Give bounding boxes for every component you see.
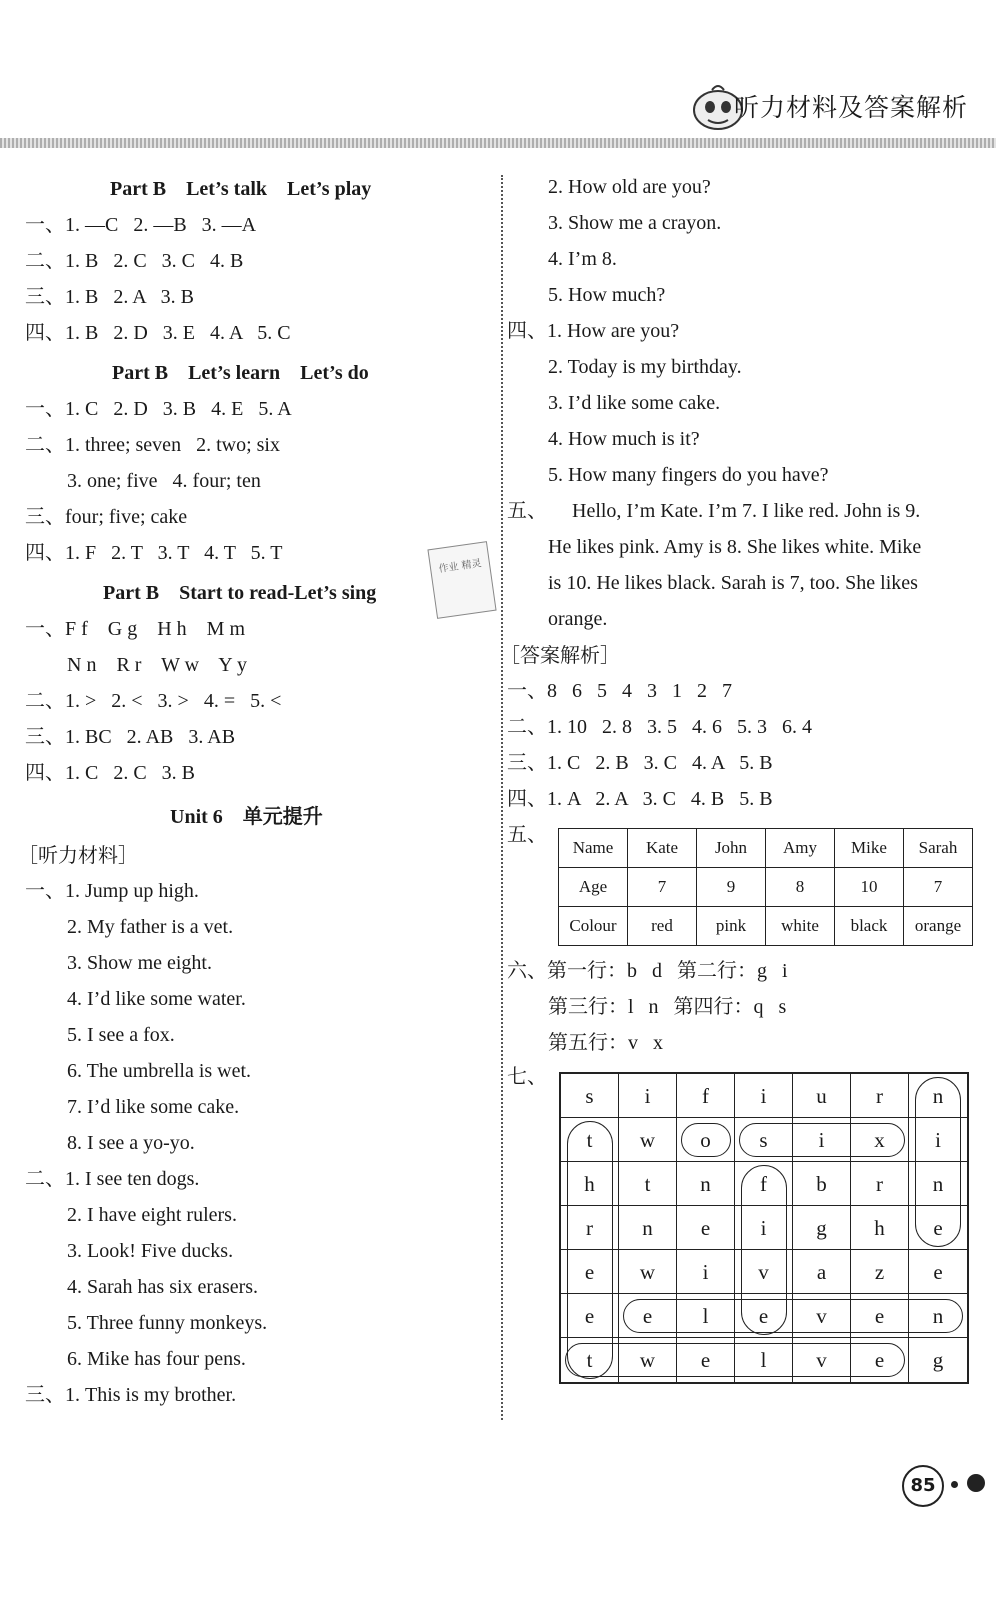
grid-letter: n: [909, 1074, 967, 1118]
table-cell: 7: [904, 868, 973, 907]
grid-letter: v: [793, 1338, 851, 1382]
right-line: 第三行：l n 第四行：q s: [548, 996, 787, 1018]
grid-letter: t: [619, 1162, 677, 1206]
grid-letter: e: [909, 1250, 967, 1294]
grid-letter: e: [909, 1206, 967, 1250]
page-number: 85: [902, 1465, 944, 1507]
left-line: ［听力材料］: [18, 843, 138, 867]
grid-letter: e: [677, 1206, 735, 1250]
left-line: 3. Show me eight.: [67, 952, 212, 974]
grid-letter: i: [735, 1074, 793, 1118]
right-line: 一、8 6 5 4 3 1 2 7: [507, 680, 732, 702]
left-line: 三、1. B 2. A 3. B: [25, 286, 194, 308]
word-ring: [567, 1121, 613, 1379]
left-line: 2. I have eight rulers.: [67, 1204, 237, 1226]
header-divider-band: [0, 138, 996, 148]
table-cell: Name: [559, 829, 628, 868]
right-line: 4. How much is it?: [548, 428, 700, 450]
grid-letter: e: [735, 1294, 793, 1338]
table-cell: 10: [835, 868, 904, 907]
right-line: 5. How much?: [548, 284, 666, 306]
grid-letter: e: [561, 1294, 619, 1338]
grid-letter: f: [677, 1074, 735, 1118]
table-cell: 9: [697, 868, 766, 907]
grid-letter: i: [909, 1118, 967, 1162]
right-line: 五、 Hello, I’m Kate. I’m 7. I like red. John is 9.: [507, 500, 921, 522]
grid-letter: v: [735, 1250, 793, 1294]
grid-letter: t: [561, 1118, 619, 1162]
left-line: 三、four; five; cake: [25, 506, 188, 528]
left-line: 2. My father is a vet.: [67, 916, 234, 938]
grid-letter: g: [932, 1348, 944, 1372]
left-line: 二、1. three; seven 2. two; six: [25, 434, 280, 456]
left-line: N n R r W w Y y: [67, 654, 247, 676]
left-line: 一、1. —C 2. —B 3. —A: [25, 214, 257, 236]
grid-letter: e: [561, 1250, 619, 1294]
grid-letter: u: [793, 1074, 851, 1118]
left-line: 5. I see a fox.: [67, 1024, 175, 1046]
grid-letter: h: [851, 1206, 909, 1250]
left-line: 三、1. This is my brother.: [25, 1384, 237, 1406]
left-line: 三、1. BC 2. AB 3. AB: [25, 726, 236, 748]
left-line: 一、1. C 2. D 3. B 4. E 5. A: [25, 398, 292, 420]
grid-letter: r: [561, 1206, 619, 1250]
grid-letter: w: [619, 1118, 677, 1162]
grid-letter: o: [677, 1118, 735, 1162]
left-line: 四、1. F 2. T 3. T 4. T 5. T: [25, 542, 283, 564]
left-line: 3. Look! Five ducks.: [67, 1240, 234, 1262]
right-line: He likes pink. Amy is 8. She likes white. Mike: [548, 536, 922, 558]
grid-letter: a: [793, 1250, 851, 1294]
grid-letter: h: [561, 1162, 619, 1206]
grid-letter: b: [793, 1162, 851, 1206]
table-cell: Amy: [766, 829, 835, 868]
grid-letter: n: [909, 1162, 967, 1206]
grid-letter: s: [735, 1118, 793, 1162]
grid-letter: g: [793, 1206, 851, 1250]
table-row: [559, 829, 973, 868]
grid-letter: e: [677, 1338, 735, 1382]
word-ring: [739, 1123, 905, 1157]
grid-letter: r: [851, 1162, 909, 1206]
table-cell: Mike: [835, 829, 904, 868]
left-line: Part B Start to read-Let’s sing: [103, 582, 377, 604]
right-line: 五、: [507, 824, 547, 846]
grid-letter: n: [909, 1294, 967, 1338]
grid-letter: i: [619, 1074, 677, 1118]
table-cell: red: [628, 907, 697, 946]
page-header: [0, 0, 996, 150]
table-cell: 8: [766, 868, 835, 907]
right-line: 六、第一行：b d 第二行：g i: [507, 960, 788, 982]
word-ring: [623, 1299, 963, 1333]
info-table: [558, 828, 973, 946]
left-line: 二、1. B 2. C 3. C 4. B: [25, 250, 244, 272]
left-line: Part B Let’s talk Let’s play: [110, 178, 372, 200]
grid-letter: i: [735, 1206, 793, 1250]
right-line: 3. I’d like some cake.: [548, 392, 721, 414]
left-line: 四、1. C 2. C 3. B: [25, 762, 196, 784]
right-line: 5. How many fingers do you have?: [548, 464, 829, 486]
right-line: 七、: [507, 1066, 547, 1088]
right-line: 4. I’m 8.: [548, 248, 617, 270]
left-line: 7. I’d like some cake.: [67, 1096, 240, 1118]
grid-letter: w: [619, 1250, 677, 1294]
table-cell: orange: [904, 907, 973, 946]
right-line: 2. Today is my birthday.: [548, 356, 742, 378]
right-line: is 10. He likes black. Sarah is 7, too. She likes: [548, 572, 918, 594]
right-line: 四、1. How are you?: [507, 320, 680, 342]
dot-small-icon: [951, 1481, 958, 1488]
grid-letter: n: [677, 1162, 735, 1206]
table-row: [559, 868, 973, 907]
left-line: Unit 6 单元提升: [170, 806, 323, 828]
word-search-grid: [559, 1072, 969, 1384]
grid-letter: v: [793, 1294, 851, 1338]
grid-letter: i: [793, 1118, 851, 1162]
word-ring: [681, 1123, 731, 1157]
grid-letter: w: [619, 1338, 677, 1382]
grid-letter: e: [619, 1294, 677, 1338]
homework-stamp-icon: [427, 541, 496, 619]
left-line: 3. one; five 4. four; ten: [67, 470, 261, 492]
left-line: 6. The umbrella is wet.: [67, 1060, 252, 1082]
column-divider: [501, 175, 503, 1420]
grid-letter: r: [851, 1074, 909, 1118]
grid-letter: x: [851, 1118, 909, 1162]
table-cell: Kate: [628, 829, 697, 868]
left-line: 一、F f G g H h M m: [25, 618, 246, 640]
right-line: orange.: [548, 608, 608, 630]
grid-letter: l: [735, 1338, 793, 1382]
table-cell: pink: [697, 907, 766, 946]
left-line: 6. Mike has four pens.: [67, 1348, 246, 1370]
table-row: [559, 907, 973, 946]
table-cell: black: [835, 907, 904, 946]
word-ring: [565, 1343, 905, 1377]
left-line: 5. Three funny monkeys.: [67, 1312, 268, 1334]
left-line: 8. I see a yo-yo.: [67, 1132, 195, 1154]
left-line: Part B Let’s learn Let’s do: [112, 362, 369, 384]
stamp-text: 作业 精灵: [437, 558, 483, 576]
left-line: 二、1. > 2. < 3. > 4. = 5. <: [25, 690, 282, 712]
left-line: 一、1. Jump up high.: [25, 880, 199, 902]
table-cell: white: [766, 907, 835, 946]
dot-big-icon: [967, 1474, 985, 1492]
left-line: 4. I’d like some water.: [67, 988, 246, 1010]
table-cell: 7: [628, 868, 697, 907]
grid-letter: s: [561, 1074, 619, 1118]
grid-letter: e: [851, 1338, 909, 1382]
grid-letter: e: [851, 1294, 909, 1338]
grid-letter: f: [735, 1162, 793, 1206]
right-line: 3. Show me a crayon.: [548, 212, 722, 234]
right-line: 2. How old are you?: [548, 176, 711, 198]
grid-letter: t: [561, 1338, 619, 1382]
grid-letter: l: [677, 1294, 735, 1338]
left-line: 四、1. B 2. D 3. E 4. A 5. C: [25, 322, 291, 344]
grid-letter: n: [619, 1206, 677, 1250]
grid-letter: z: [851, 1250, 909, 1294]
table-cell: John: [697, 829, 766, 868]
right-line: ［答案解析］: [500, 643, 620, 667]
table-cell: Age: [559, 868, 628, 907]
right-line: 第五行：v x: [548, 1032, 663, 1054]
right-line: 三、1. C 2. B 3. C 4. A 5. B: [507, 752, 773, 774]
right-line: 二、1. 10 2. 8 3. 5 4. 6 5. 3 6. 4: [507, 716, 812, 738]
left-line: 二、1. I see ten dogs.: [25, 1168, 200, 1190]
table-cell: Colour: [559, 907, 628, 946]
header-title: 听力材料及答案解析: [733, 93, 968, 122]
word-ring: [915, 1077, 961, 1247]
table-cell: Sarah: [904, 829, 973, 868]
grid-letter: i: [677, 1250, 735, 1294]
right-line: 四、1. A 2. A 3. C 4. B 5. B: [507, 788, 773, 810]
left-line: 4. Sarah has six erasers.: [67, 1276, 259, 1298]
